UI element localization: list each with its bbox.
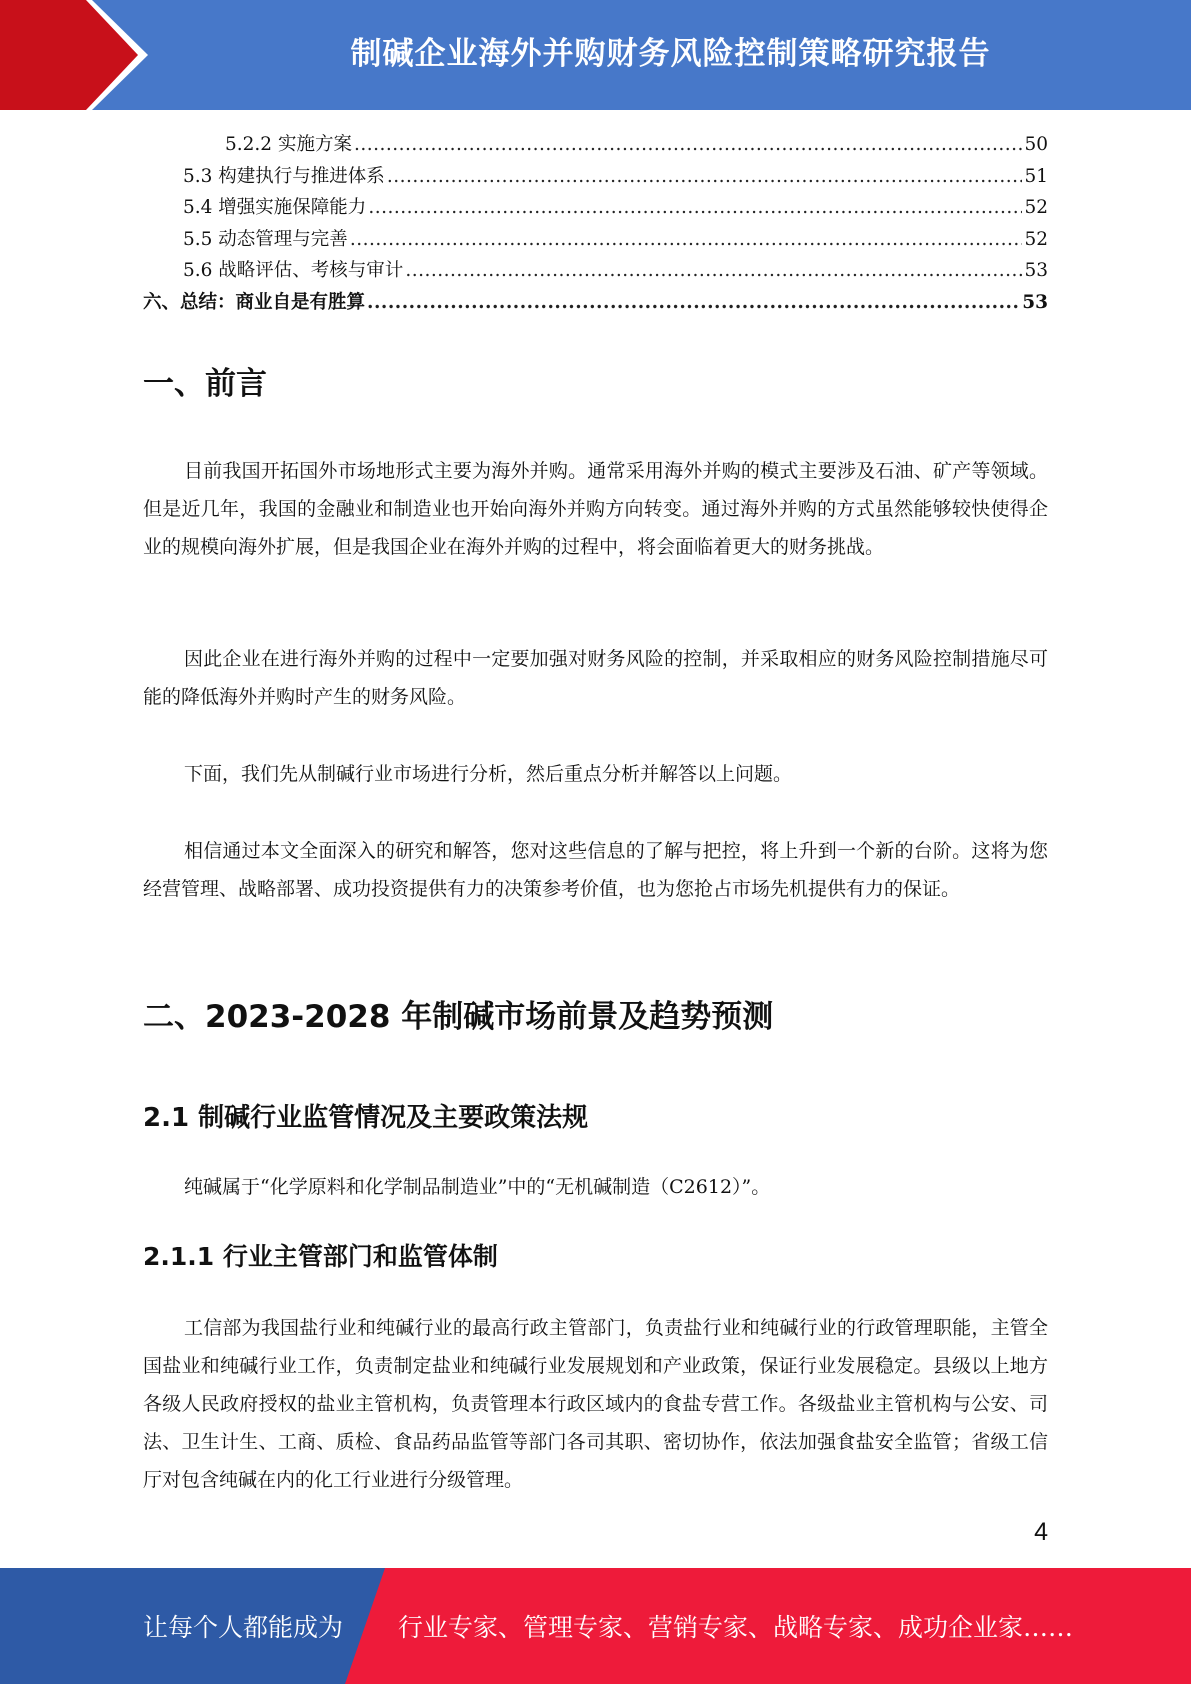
toc-entry-label: 5.6 战略评估、考核与审计 <box>183 260 404 281</box>
toc-leader-dots <box>354 134 1023 155</box>
toc-entry-label: 5.4 增强实施保障能力 <box>183 197 367 218</box>
body-paragraph: 下面，我们先从制碱行业市场进行分析，然后重点分析并解答以上问题。 <box>184 763 793 785</box>
page-number: 4 <box>1034 1518 1048 1546</box>
page-footer <box>0 1568 1191 1684</box>
body-paragraph: 因此企业在进行海外并购的过程中一定要加强对财务风险的控制，并采取相应的财务风险控制措施尽可能的降低海外并购时产生的财务风险。 <box>143 648 1048 708</box>
toc-entry-page: 53 <box>1022 291 1048 313</box>
toc-entry[interactable] <box>143 288 1048 320</box>
toc-entry-label: 六、总结：商业自是有胜算 <box>143 291 366 313</box>
toc-entry[interactable] <box>143 225 1048 257</box>
toc-entry-page: 52 <box>1024 197 1048 218</box>
toc-leader-dots <box>387 166 1023 187</box>
body-paragraph: 相信通过本文全面深入的研究和解答，您对这些信息的了解与把控，将上升到一个新的台阶。这将为您经营管理、战略部署、成功投资提供有力的决策参考价值，也为您抢占市场先机提供有力的保证。 <box>143 840 1048 900</box>
body-paragraph: 纯碱属于“化学原料和化学制品制造业”中的“无机碱制造（C2612）”。 <box>184 1176 771 1198</box>
subsubsection-heading: 2.1.1 行业主管部门和监管体制 <box>143 1242 498 1271</box>
subsection-heading: 2.1 制碱行业监管情况及主要政策法规 <box>143 1103 589 1133</box>
toc-leader-dots <box>350 229 1023 250</box>
toc-entry-page: 51 <box>1024 165 1048 187</box>
page-header <box>0 0 1191 110</box>
toc-entry[interactable] <box>143 162 1048 194</box>
table-of-contents <box>143 130 1048 319</box>
footer-slogan-right: 行业专家、管理专家、营销专家、战略专家、成功企业家…… <box>398 1613 1074 1642</box>
toc-entry-label: 5.3 构建执行与推进体系 <box>183 165 385 187</box>
section-heading-preface: 一、前言 <box>143 366 267 402</box>
toc-leader-dots <box>368 197 1022 218</box>
toc-entry[interactable] <box>143 193 1048 225</box>
toc-entry[interactable] <box>143 130 1048 162</box>
toc-entry-page: 52 <box>1024 228 1048 250</box>
toc-leader-dots <box>405 260 1022 281</box>
body-paragraph: 目前我国开拓国外市场地形式主要为海外并购。通常采用海外并购的模式主要涉及石油、矿产等领域。但是近几年，我国的金融业和制造业也开始向海外并购方向转变。通过海外并购的方式虽然能够较快使得企业的规模向海外扩展，但是我国企业在海外并购的过程中，将会面临着更大的财务挑战。 <box>143 460 1048 558</box>
section-heading-forecast: 二、2023-2028 年制碱市场前景及趋势预测 <box>143 999 774 1035</box>
body-paragraph: 工信部为我国盐行业和纯碱行业的最高行政主管部门，负责盐行业和纯碱行业的行政管理职能，主管全国盐业和纯碱行业工作，负责制定盐业和纯碱行业发展规划和产业政策，保证行业发展稳定。县级以上地方各级人民政府授权的盐业主管机构，负责管理本行政区域内的食盐专营工作。各级盐业主管机构与公安、司法、卫生计生、工商、质检、食品药品监管等部门各司其职、密切协作，依法加强食盐安全监管；省级工信厅对包含纯碱在内的化工行业进行分级管理。 <box>143 1317 1048 1491</box>
toc-entry-page: 53 <box>1024 260 1048 281</box>
toc-entry-label: 5.5 动态管理与完善 <box>183 228 348 250</box>
footer-slogan-left: 让每个人都能成为 <box>143 1613 344 1642</box>
toc-entry-page: 50 <box>1024 134 1048 155</box>
report-title: 制碱企业海外并购财务风险控制策略研究报告 <box>350 35 991 72</box>
toc-entry[interactable] <box>143 256 1048 288</box>
toc-entry-label: 5.2.2 实施方案 <box>225 134 352 155</box>
toc-leader-dots <box>367 292 1020 313</box>
header-arrow-decoration <box>0 0 170 110</box>
